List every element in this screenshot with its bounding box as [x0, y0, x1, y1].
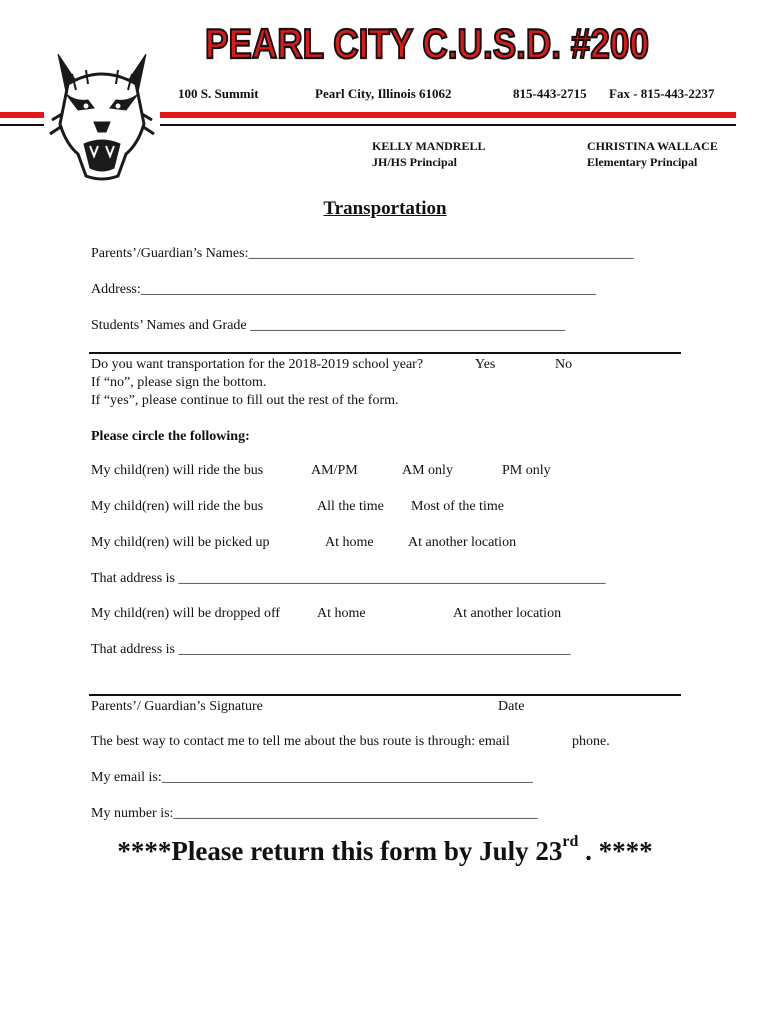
return-notice — [0, 833, 770, 867]
return-notice-text: ****Please return this form by July 23 — [117, 836, 563, 866]
pickup-option-other[interactable]: At another location — [408, 535, 517, 550]
transport-yes-option[interactable]: Yes — [475, 357, 496, 372]
school-city: Pearl City, Illinois 61062 — [315, 86, 452, 101]
black-line — [160, 124, 736, 126]
ride-option-ampm[interactable]: AM/PM — [311, 463, 358, 478]
email-field[interactable]: My email is:_____________________________________________________ — [91, 770, 533, 785]
principal-elementary — [587, 138, 718, 170]
dropoff-address-field[interactable]: That address is ________________________________________________________ — [91, 642, 571, 657]
students-names-field[interactable]: Students’ Names and Grade _____________________________________________ — [91, 318, 566, 333]
dropoff-label: My child(ren) will be dropped off — [91, 606, 281, 621]
school-phone: 815-443-2715 — [513, 86, 587, 101]
number-field[interactable]: My number is:____________________________________________________ — [91, 806, 538, 821]
form-title: Transportation — [323, 198, 447, 219]
ride-label-1: My child(ren) will ride the bus — [91, 463, 264, 478]
ride-option-most-time[interactable]: Most of the time — [411, 499, 504, 514]
dropoff-option-home[interactable]: At home — [317, 606, 366, 621]
ride-label-2: My child(ren) will ride the bus — [91, 499, 264, 514]
principal-jhhs-name: KELLY MANDRELL — [372, 139, 486, 153]
principal-elementary-title: Elementary Principal — [587, 155, 698, 169]
return-notice-tail: . **** — [578, 836, 653, 866]
ride-option-pm-only[interactable]: PM only — [502, 463, 551, 478]
ride-option-all-time[interactable]: All the time — [317, 499, 384, 514]
school-name: PEARL CITY C.U.S.D. #200 — [205, 20, 649, 67]
transport-no-option[interactable]: No — [555, 357, 573, 372]
address-field[interactable]: Address:_________________________________________________________________ — [91, 282, 596, 297]
circle-heading: Please circle the following: — [91, 429, 250, 444]
black-line-left — [0, 124, 44, 126]
school-name-banner — [202, 18, 652, 67]
pickup-label: My child(ren) will be picked up — [91, 535, 270, 550]
school-address: 100 S. Summit — [178, 86, 259, 101]
principal-jhhs-title: JH/HS Principal — [372, 155, 458, 169]
dropoff-option-other[interactable]: At another location — [453, 606, 562, 621]
ride-option-am-only[interactable]: AM only — [402, 463, 453, 478]
date-label: Date — [498, 699, 525, 714]
divider-top — [89, 352, 681, 354]
pickup-option-home[interactable]: At home — [325, 535, 374, 550]
return-notice-superscript: rd — [562, 833, 579, 850]
signature-label: Parents’/ Guardian’s Signature — [91, 699, 263, 714]
red-bar-left — [0, 112, 44, 118]
transport-question: Do you want transportation for the 2018-2019 school year? — [91, 357, 424, 372]
school-fax: Fax - 815-443-2237 — [609, 86, 715, 101]
if-yes-instruction: If “yes”, please continue to fill out the rest of the form. — [91, 393, 399, 408]
contact-question: The best way to contact me to tell me about the bus route is through: email — [91, 734, 510, 749]
principal-elementary-name: CHRISTINA WALLACE — [587, 139, 718, 153]
if-no-instruction: If “no”, please sign the bottom. — [91, 375, 267, 390]
wolf-logo-icon — [48, 44, 156, 182]
contact-phone-option[interactable]: phone. — [572, 734, 610, 749]
signature-line[interactable] — [89, 694, 681, 696]
principal-jhhs — [372, 138, 485, 170]
parents-names-field[interactable]: Parents’/Guardian’s Names:_______________________________________________________ — [91, 246, 634, 261]
red-bar — [160, 112, 736, 118]
pickup-address-field[interactable]: That address is _____________________________________________________________ — [91, 571, 606, 586]
